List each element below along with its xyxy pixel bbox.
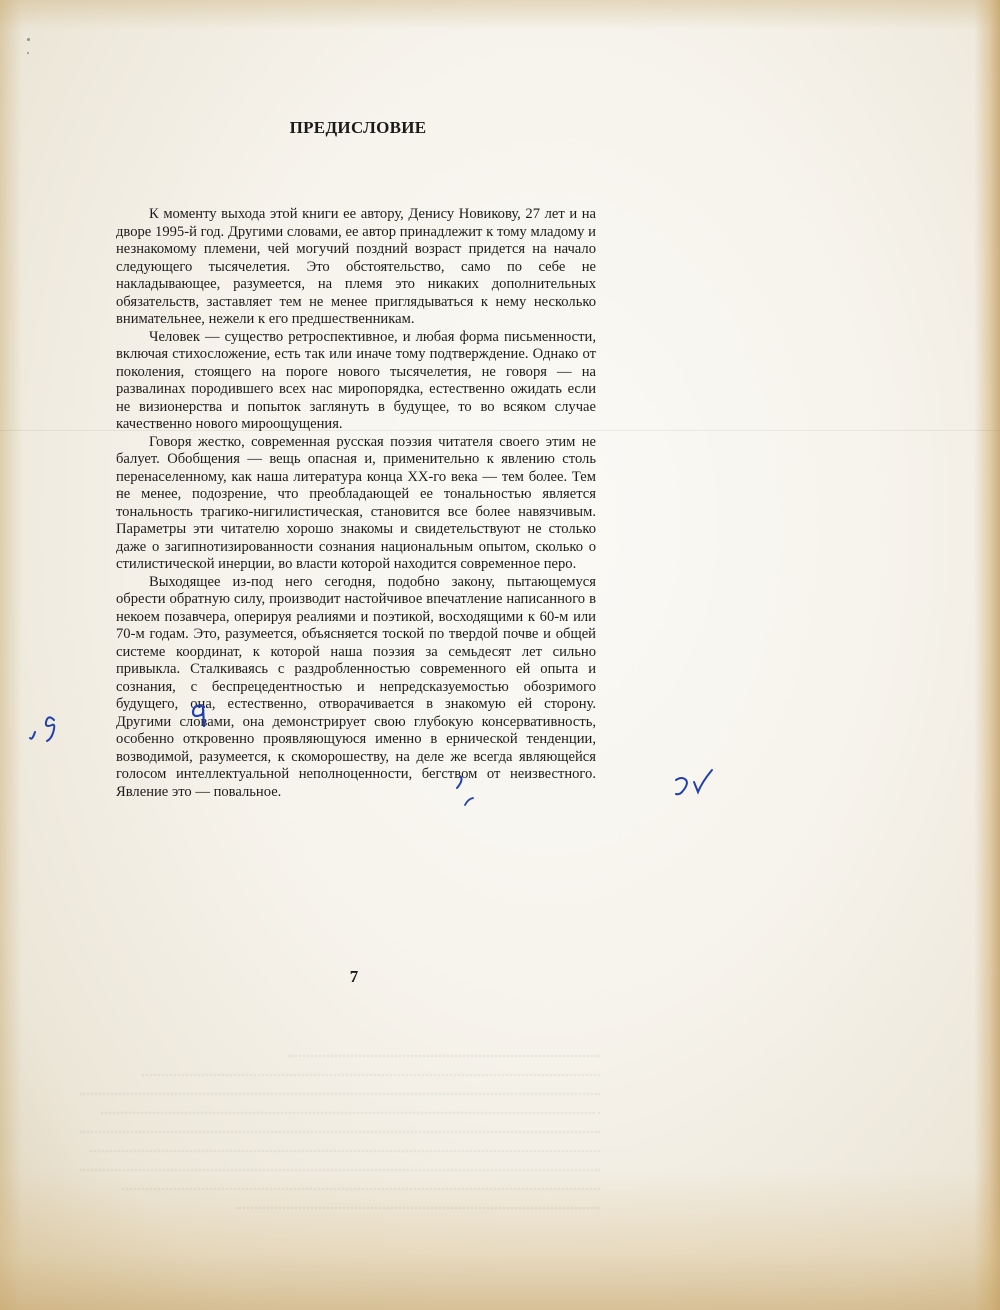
paragraph: Говоря жестко, современная русская поэзия читателя своего этим не балует. Обобщения — вещь опасная и, применительно к явлению столь перенаселенному, как наша литература конца XX-го века — тем более. Тем не менее, подозрение, что преобладающей ее тональностью является тональность трагико-нигилистическая, становится все более навязчивым. Параметры эти читателю хорошо знакомы и свидетельствуют не столько даже о загипнотизированности сознания национальным опытом, сколько о стилистической инерции, во власти которой находится современное перо. — [116, 433, 596, 572]
handwritten-comma-insert-icon — [452, 774, 468, 790]
bleed-through-text — [80, 1040, 600, 1211]
handwritten-margin-mark-icon — [670, 766, 722, 802]
handwritten-comma-mark-icon — [26, 708, 66, 744]
paragraph: Выходящее из-под него сегодня, подобно закону, пытающемуся обрести обратную силу, производит настойчивое впечатление написанного в некоем позавчера, оперируя реалиями и поэтикой, восходящими к 60-м или 70-м годам. Это, разумеется, объясняется тоской по твердой почве и общей системе координат, к которой наша поэзия за семьдесят лет сильно привыкла. Сталкиваясь с раздробленностью современного ей опыта и сознания, с беспрецедентностью и непредсказуемостью обозримого будущего, она, естественно, отворачивается в знакомую ей сторону. Другими словами, она демонстрирует свою глубокую консервативность, особенно откровенно проявляющуюся именно в ернической тенденции, возводимой, разумеется, к скоморошеству, на деле же всегда являющейся голосом интеллектуальной неполноценности, бегством от неизвестного. Явление это — повальное. — [116, 573, 596, 800]
paper-stain-top — [0, 0, 1000, 30]
handwritten-letter-correction-icon — [186, 702, 212, 728]
paper-speck — [27, 52, 29, 54]
handwritten-tick-icon — [462, 796, 476, 808]
page-title: ПРЕДИСЛОВИЕ — [289, 118, 427, 137]
page-number: 7 — [349, 967, 359, 986]
paper-speck — [27, 38, 30, 41]
paragraph: К моменту выхода этой книги ее автору, Денису Новикову, 27 лет и на дворе 1995-й год. Другими словами, ее автор принадлежит к тому младому и незнакомому племени, чей могучий поздний возраст придется на начало следующего тысячелетия. Это обстоятельство, само по себе не накладывающее, разумеется, на племя это никаких дополнительных обязательств, заставляет тем не менее приглядываться к нему несколько внимательнее, нежели к его предшественникам. — [116, 206, 596, 327]
paragraph: Человек — существо ретроспективное, и любая форма письменности, включая стихосложение, есть так или иначе тому подтверждение. Однако от поколения, стоящего на пороге нового тысячелетия, не говоря — на развалинах породившего всех нас миропорядка, естественно ожидать если не визионерства и попыток заглянуть в будущее, то во всяком случае качественно нового мироощущения. — [116, 328, 596, 432]
paper-stain-right — [974, 0, 1000, 1310]
paper-stain-left — [0, 0, 22, 1310]
